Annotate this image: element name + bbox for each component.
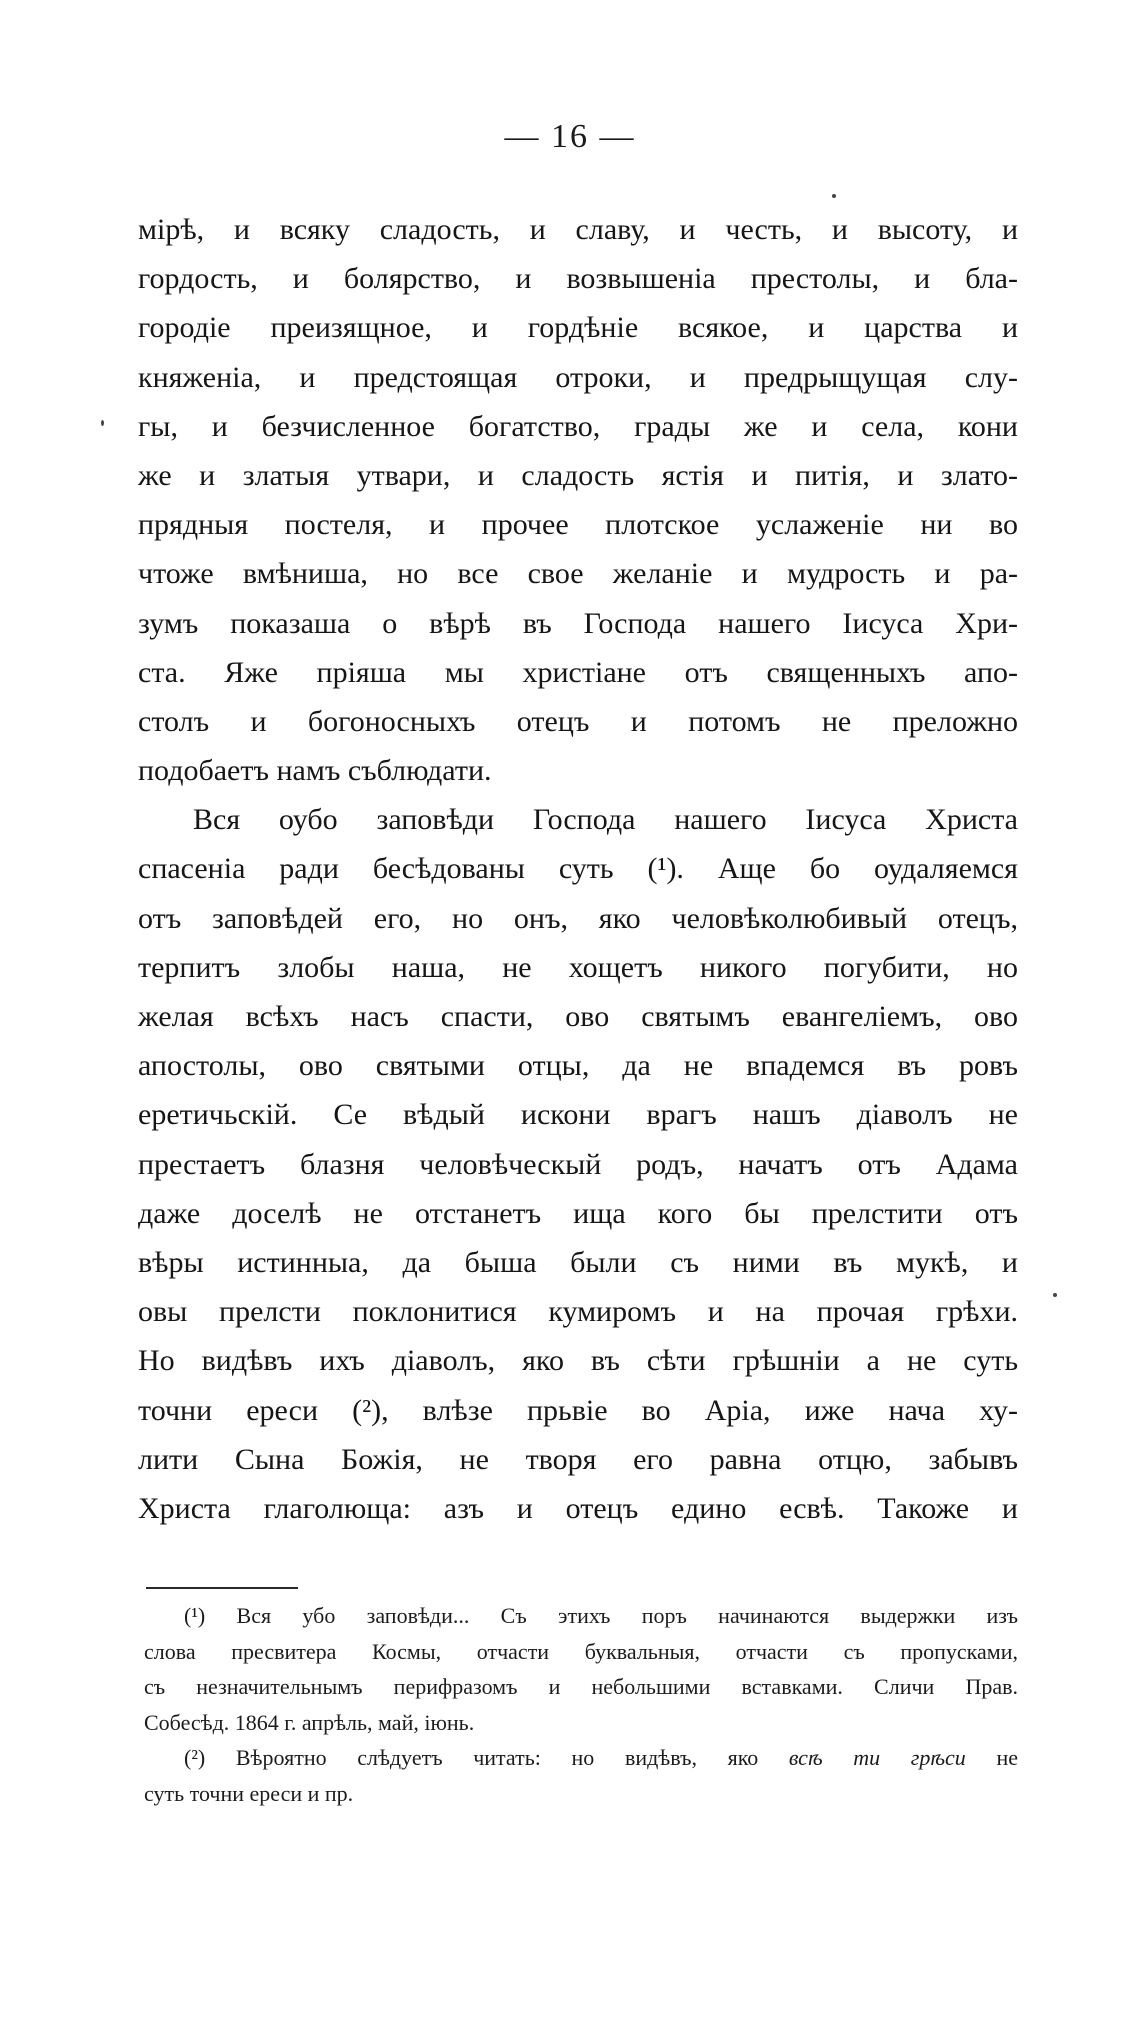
text-line: Христа глаголюща: азъ и отецъ едино есвѣ. Такоже и	[138, 1491, 1018, 1525]
text-line: вѣры истинныа, да быша были съ ними въ мукѣ, и	[138, 1245, 1018, 1279]
text-line: столъ и богоносныхъ отецъ и потомъ не преложно	[138, 704, 1018, 738]
footnote-1-line: съ незначительнымъ перифразомъ и небольшими вставками. Сличи Прав.	[144, 1674, 1018, 1699]
footnote-1-line: слова пресвитера Космы, отчасти буквальныя, отчасти съ пропусками,	[144, 1638, 1018, 1664]
text-line: Но видѣвъ ихъ діаволъ, яко въ сѣти грѣшніи а не суть	[138, 1344, 1018, 1378]
text-line: подобаетъ намъ съблюдати.	[138, 754, 492, 788]
text-line: терпитъ злобы наша, не хощетъ никого погубити, но	[138, 950, 1018, 984]
text-line: апостолы, ово святыми отцы, да не впадемся въ ровъ	[138, 1049, 1018, 1083]
text-line: точни ереси (²), влѣзе прьвіе во Аріа, иже нача ху-	[138, 1393, 1018, 1427]
footnote-2-italic-text: всѣ ти грѣси	[788, 1745, 966, 1770]
text-line: мірѣ, и всяку сладость, и славу, и честь, и высоту, и	[138, 213, 1018, 246]
footnotes-block	[144, 1598, 1018, 1811]
text-line: желая всѣхъ насъ спасти, ово святымъ евангеліемъ, ово	[138, 1000, 1018, 1033]
footnote-1-line: (¹) Вся убо заповѣди... Съ этихъ поръ начинаются выдержки изъ	[184, 1603, 1018, 1628]
footnote-2-text-end: не	[965, 1745, 1018, 1770]
text-line: прядныя постеля, и прочее плотское услаженіе ни во	[138, 508, 1018, 542]
print-speck	[101, 420, 104, 426]
main-text-block	[138, 205, 1018, 1533]
paragraph-start-line: Вся оубо заповѣди Господа нашего Іисуса Христа	[193, 803, 1018, 837]
text-line: гордость, и болярство, и возвышеніа престолы, и бла-	[138, 262, 1018, 296]
print-speck	[1053, 1293, 1057, 1297]
text-line: еретичьскій. Се вѣдый искони врагъ нашъ діаволъ не	[138, 1098, 1018, 1132]
text-line: княженіа, и предстоящая отроки, и предрыщущая слу-	[138, 360, 1018, 394]
page-number: — 16 —	[504, 118, 636, 155]
text-line: городіе преизящное, и гордѣніе всякое, и царства и	[138, 311, 1018, 345]
footnote-1-line: Собесѣд. 1864 г. апрѣль, май, іюнь.	[144, 1709, 475, 1735]
text-line: спасеніа ради бесѣдованы суть (¹). Аще бо оудаляемся	[138, 852, 1018, 886]
text-line: лити Сына Божія, не творя его равна отцю, забывъ	[138, 1442, 1018, 1476]
text-line: даже доселѣ не отстанетъ ища кого бы прелстити отъ	[138, 1196, 1018, 1230]
print-speck	[832, 194, 836, 198]
footnote-2-line	[144, 1740, 1018, 1776]
text-line: ста. Яже пріяша мы христіане отъ священныхъ апо-	[138, 655, 1018, 689]
text-line: зумъ показаша о вѣрѣ въ Господа нашего Іисуса Хри-	[138, 606, 1018, 640]
text-line: чтоже вмѣниша, но все свое желаніе и мудрость и ра-	[138, 557, 1018, 591]
text-line: овы прелсти поклонитися кумиромъ и на прочая грѣхи.	[138, 1295, 1018, 1329]
text-line: престаетъ блазня человѣческый родъ, начатъ отъ Адама	[138, 1147, 1018, 1181]
footnote-2-line: суть точни ереси и пр.	[144, 1780, 354, 1806]
text-line: же и златыя утвари, и сладость ястія и питія, и злато-	[138, 458, 1018, 492]
footnote-2-text: (²) Вѣроятно слѣдуетъ читать: но видѣвъ, яко	[184, 1745, 789, 1770]
footnote-divider	[146, 1587, 298, 1589]
text-line: гы, и безчисленное богатство, грады же и села, кони	[138, 409, 1018, 443]
text-line: отъ заповѣдей его, но онъ, яко человѣколюбивый отецъ,	[138, 901, 1018, 935]
